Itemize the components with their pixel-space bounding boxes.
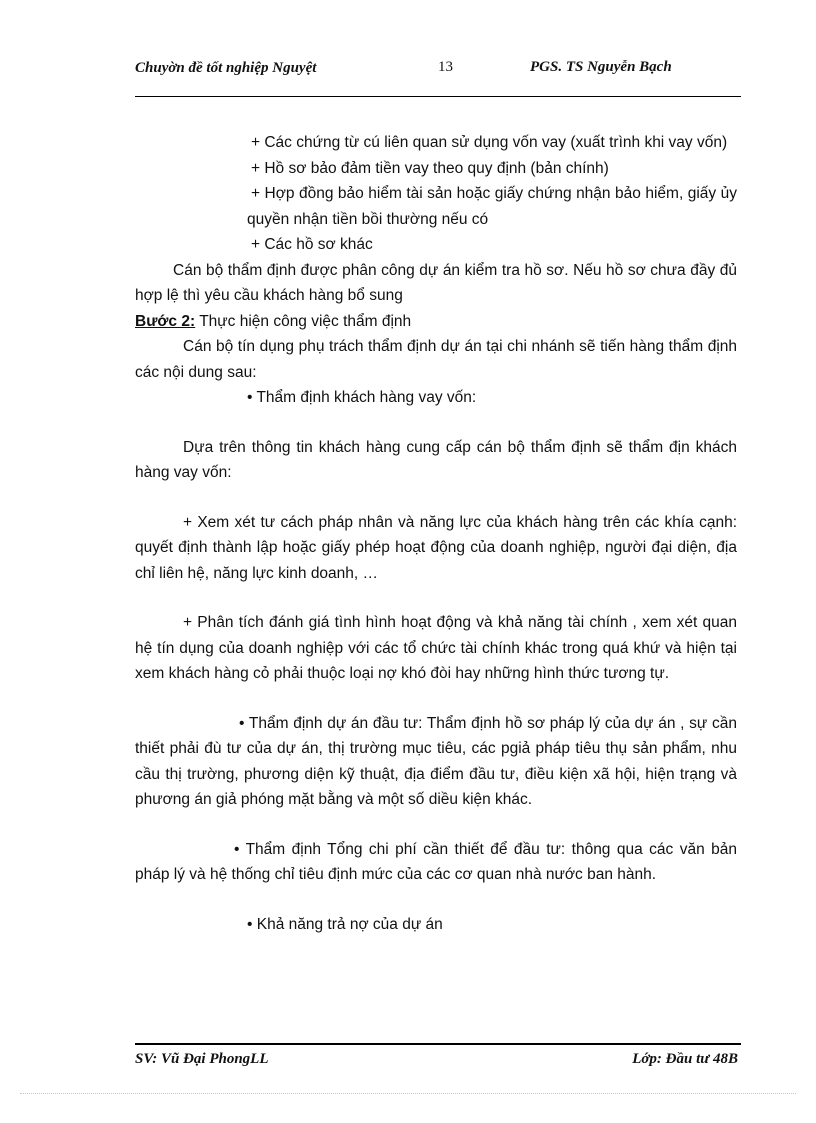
list-item-chung-tu: + Các chứng từ cú liên quan sử dụng vốn vay (xuất trình khi vay vốn): [251, 134, 728, 151]
paragraph-kiem-tra-ho-so: Cán bộ thẩm định được phân công dự án kiểm tra hồ sơ. Nếu hồ sơ chưa đầy đủ hợp lệ thì yêu cầu khách hàng bổ sung: [135, 261, 737, 304]
bullet-kha-nang-tra-no: [135, 912, 737, 938]
page-bottom-dotted-border: [20, 1093, 796, 1094]
list-item-hop-dong-bao-hiem: + Hợp đồng bảo hiểm tài sản hoặc giấy chứng nhận bảo hiểm, giấy ủy quyền nhận tiền bồi thường nếu có: [247, 185, 737, 228]
bullet-icon: •: [239, 714, 245, 732]
footer-student: SV: Vũ Đại PhongLL: [135, 1051, 269, 1067]
bullet-text: Khả năng trả nợ của dự án: [256, 915, 443, 933]
bullet-icon: •: [234, 840, 240, 858]
page-header: [135, 56, 741, 100]
bullet-text: Thẩm định Tổng chi phí cần thiết để đầu tư: thông qua các văn bản pháp lý và hệ thống chỉ tiêu định mức của các cơ quan nhà nước ban hành.: [135, 840, 737, 883]
list-item-phan-tich: + Phân tích đánh giá tình hình hoạt động và khả năng tài chính , xem xét quan hệ tín dụng của doanh nghiệp với các tổ chức tài chính khác trong quá khứ và hiện tại xem khách hàng cỏ phải thuộc loại nợ khó đòi hay những hình thức tương tự.: [135, 614, 737, 682]
step-2-text: Thực hiện công việc thẩm định: [199, 312, 412, 330]
header-thesis-title: Chuyờn đề tốt nghiệp Nguyệt: [135, 60, 317, 76]
header-supervisor: PGS. TS Nguyễn Bạch: [530, 59, 672, 75]
document-body: [135, 130, 737, 937]
page-number: 13: [438, 59, 453, 75]
bullet-text: Thẩm định dự án đầu tư: Thẩm định hồ sơ pháp lý của dự án , sự cần thiết phải đù tư của dự án, thị trường mục tiêu, các pgiả pháp tiêu thụ sản phẩm, nhu cầu thị trường, phương diện kỹ thuật, địa điểm đầu tư, điều kiện xã hội, hiện trạng và phương án giả phóng mặt bằng và một số diều kiện khác.: [135, 714, 737, 808]
bullet-tham-dinh-tong-chi-phi: [135, 837, 737, 888]
bullet-icon: •: [247, 915, 253, 933]
paragraph-can-bo-tin-dung: Cán bộ tín dụng phụ trách thẩm định dự án tại chi nhánh sẽ tiến hàng thẩm định các nội dung sau:: [135, 338, 737, 381]
list-item-ho-so-bao-dam: + Hồ sơ bảo đảm tiền vay theo quy định (bản chính): [251, 159, 609, 177]
paragraph-dua-tren-thong-tin: Dựa trên thông tin khách hàng cung cấp cán bộ thẩm định sẽ thẩm địn khách hàng vay vốn:: [135, 438, 737, 481]
step-2-heading: [135, 309, 737, 335]
bullet-tham-dinh-du-an: [135, 711, 737, 813]
bullet-tham-dinh-khach-hang: [135, 385, 737, 411]
footer-rule: [135, 1043, 741, 1045]
bullet-icon: •: [247, 389, 253, 406]
list-item-xem-xet: + Xem xét tư cách pháp nhân và năng lực của khách hàng trên các khía cạnh: quyết định thành lập hoặc giấy phép hoạt động của doanh nghiệp, người đại diện, địa chỉ liên hệ, năng lực kinh doanh, …: [135, 513, 737, 582]
step-2-label: Bước 2:: [135, 312, 196, 330]
footer-class: Lớp: Đầu tư 48B: [632, 1051, 738, 1067]
list-item-ho-so-khac: + Các hồ sơ khác: [251, 236, 373, 253]
header-rule: [135, 96, 741, 97]
page-footer: [135, 1043, 741, 1073]
bullet-text: Thẩm định khách hàng vay vốn:: [256, 389, 477, 406]
